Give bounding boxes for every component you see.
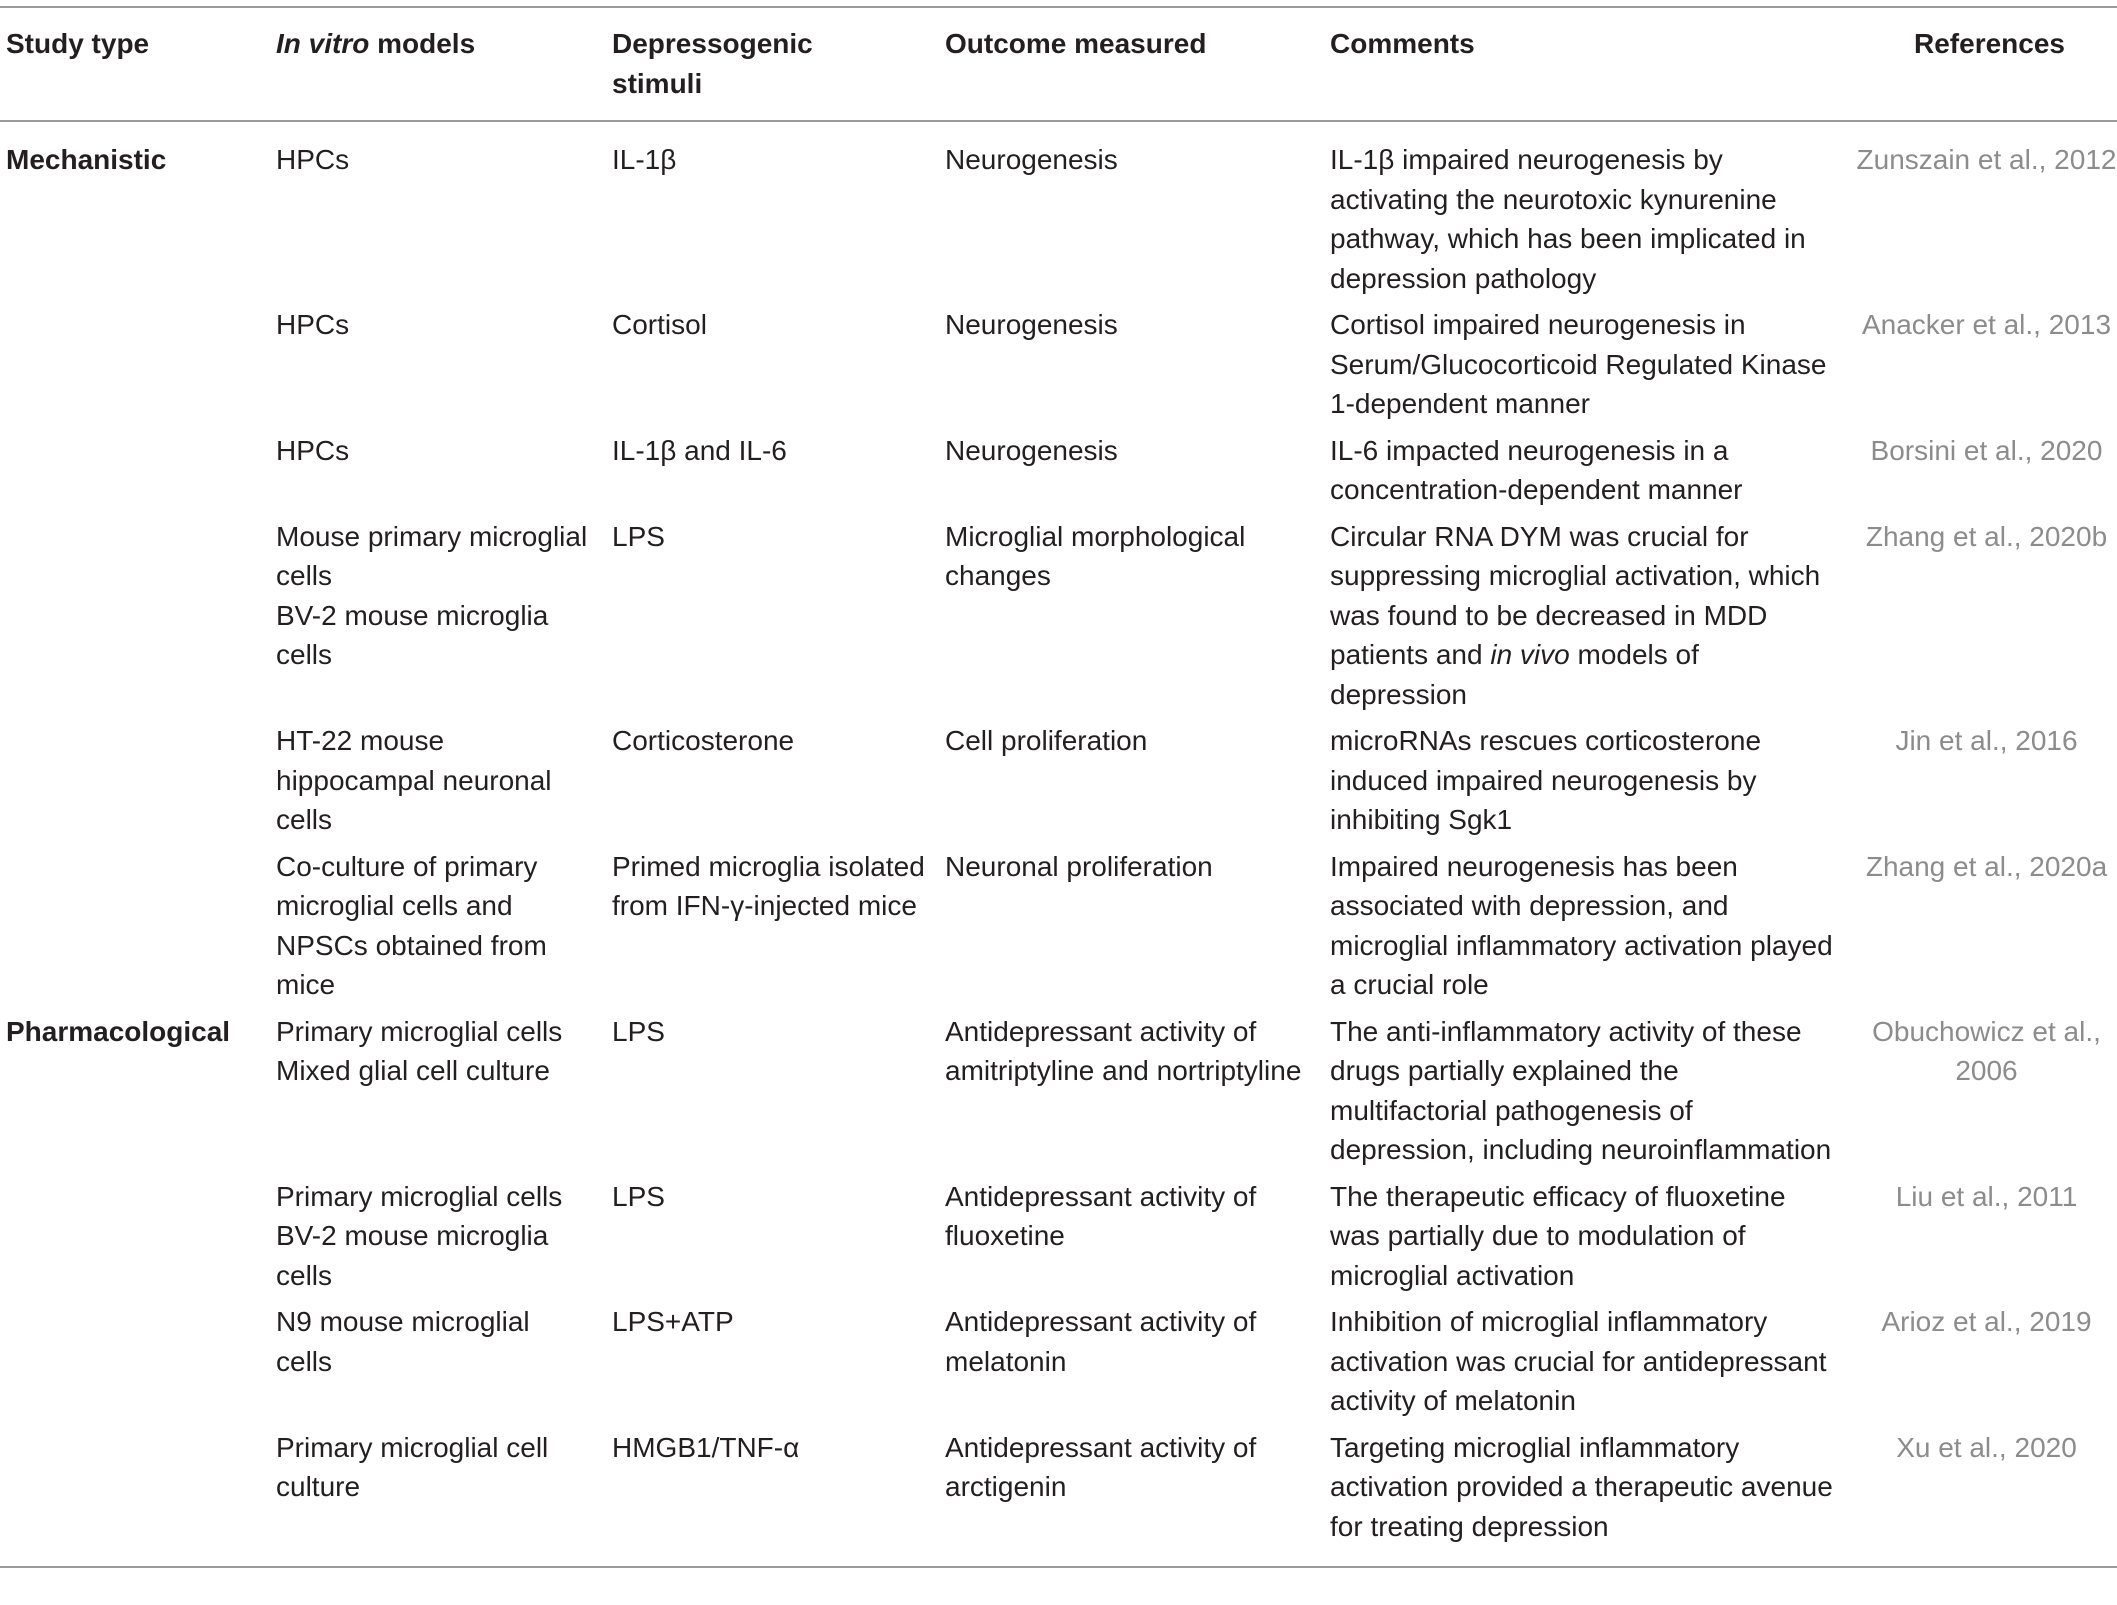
table-row bbox=[0, 1425, 2117, 1568]
model-line: HPCs bbox=[276, 309, 350, 340]
comment-cell: Impaired neurogenesis has been associated with depression, and microglial inflammatory activation played a crucial role bbox=[1330, 850, 1833, 1000]
outcome-cell: Microglial morphological changes bbox=[945, 520, 1246, 591]
table-row bbox=[0, 1009, 2117, 1174]
comment-cell: Cortisol impaired neurogenesis in Serum/Glucocorticoid Regulated Kinase 1-dependent manner bbox=[1330, 309, 1827, 419]
table-row bbox=[0, 718, 2117, 844]
header-in-vitro-models bbox=[270, 7, 606, 121]
outcome-cell: Neurogenesis bbox=[945, 309, 1118, 340]
reference-cell: Arioz et al., 2019 bbox=[1881, 1306, 2092, 1337]
study-type-cell bbox=[0, 718, 270, 844]
study-table-container bbox=[0, 6, 2117, 1568]
comment-cell: The therapeutic efficacy of fluoxetine was partially due to modulation of microglial activation bbox=[1330, 1180, 1786, 1291]
model-cell bbox=[270, 121, 606, 302]
comment-cell bbox=[1324, 514, 1856, 719]
outcome-cell: Antidepressant activity of amitriptyline and nortriptyline bbox=[945, 1015, 1302, 1086]
model-cell bbox=[270, 1009, 606, 1174]
outcome-cell: Antidepressant activity of arctigenin bbox=[945, 1431, 1257, 1502]
header-row bbox=[0, 7, 2117, 121]
model-cell bbox=[270, 1299, 606, 1425]
reference-cell: Zhang et al., 2020a bbox=[1865, 850, 2108, 882]
stimuli-cell: LPS+ATP bbox=[612, 1306, 734, 1337]
outcome-cell: Antidepressant activity of melatonin bbox=[945, 1306, 1257, 1377]
model-line: Primary microglial cells bbox=[276, 1180, 563, 1212]
reference-cell: Obuchowicz et al., 2006 bbox=[1872, 1015, 2101, 1086]
model-line: Mixed glial cell culture bbox=[276, 1055, 550, 1086]
stimuli-cell: LPS bbox=[612, 520, 665, 552]
outcome-cell: Neuronal proliferation bbox=[945, 850, 1213, 882]
comment-cell: Targeting microglial inflammatory activation provided a therapeutic avenue for treating depression bbox=[1330, 1431, 1833, 1542]
reference-cell: Jin et al., 2016 bbox=[1895, 725, 2078, 756]
outcome-cell: Antidepressant activity of fluoxetine bbox=[945, 1180, 1257, 1251]
comment-cell: microRNAs rescues corticosterone induced impaired neurogenesis by inhibiting Sgk1 bbox=[1330, 725, 1762, 835]
study-type-cell: Pharmacological bbox=[6, 1015, 231, 1047]
model-line: N9 mouse microglial cells bbox=[276, 1306, 530, 1377]
comment-italic-text: in vivo bbox=[1490, 639, 1570, 670]
stimuli-cell: Corticosterone bbox=[612, 725, 795, 756]
table-row bbox=[0, 514, 2117, 719]
model-line: HT-22 mouse hippocampal neuronal cells bbox=[276, 725, 552, 835]
stimuli-cell: IL-1β and IL-6 bbox=[612, 434, 787, 466]
comment-text: Circular RNA DYM was crucial for suppressing microglial activation, which was found to be decreased in MDD patients and bbox=[1330, 520, 1821, 670]
study-type-cell bbox=[0, 1299, 270, 1425]
comment-cell: IL-6 impacted neurogenesis in a concentration-dependent manner bbox=[1330, 434, 1743, 505]
table-body bbox=[0, 121, 2117, 1567]
comment-cell: IL-1β impaired neurogenesis by activating the neurotoxic kynurenine pathway, which has been implicated in depression pathology bbox=[1330, 144, 1806, 294]
stimuli-cell: LPS bbox=[612, 1180, 665, 1212]
table-row bbox=[0, 121, 2117, 302]
study-type-cell bbox=[0, 428, 270, 514]
model-line: BV-2 mouse microglia cells bbox=[276, 599, 549, 670]
model-line: BV-2 mouse microglia cells bbox=[276, 1220, 549, 1291]
reference-cell: Anacker et al., 2013 bbox=[1861, 309, 2112, 340]
stimuli-cell: IL-1β bbox=[612, 144, 677, 175]
table-row bbox=[0, 1299, 2117, 1425]
study-type-cell bbox=[0, 844, 270, 1009]
comment-text: models of depression bbox=[1330, 639, 1699, 710]
header-depressogenic-stimuli bbox=[606, 7, 939, 121]
header-stimuli-line2: stimuli bbox=[612, 68, 703, 99]
header-outcome-measured: Outcome measured bbox=[945, 28, 1207, 59]
comment-cell: The anti-inflammatory activity of these drugs partially explained the multifactorial pathogenesis of depression, including neuroinflammation bbox=[1330, 1015, 1832, 1165]
reference-cell: Liu et al., 2011 bbox=[1895, 1180, 2078, 1212]
table-row bbox=[0, 1174, 2117, 1300]
stimuli-cell: HMGB1/TNF-α bbox=[612, 1431, 800, 1463]
study-type-cell bbox=[0, 302, 270, 428]
model-line: Primary microglial cell culture bbox=[276, 1431, 549, 1502]
model-line: HPCs bbox=[276, 434, 350, 466]
header-comments: Comments bbox=[1330, 28, 1475, 59]
reference-cell: Zhang et al., 2020b bbox=[1865, 520, 2108, 552]
model-line: Mouse primary microglial cells bbox=[276, 520, 588, 591]
model-cell bbox=[270, 718, 606, 844]
model-cell bbox=[270, 302, 606, 428]
table-row bbox=[0, 428, 2117, 514]
model-cell bbox=[270, 428, 606, 514]
model-line: Co-culture of primary microglial cells and NPSCs obtained from mice bbox=[276, 850, 547, 1000]
header-study-type: Study type bbox=[6, 28, 150, 59]
study-type-cell bbox=[0, 1174, 270, 1300]
reference-cell: Xu et al., 2020 bbox=[1896, 1431, 2077, 1463]
reference-cell: Borsini et al., 2020 bbox=[1870, 434, 2103, 466]
outcome-cell: Neurogenesis bbox=[945, 144, 1118, 175]
model-cell bbox=[270, 1425, 606, 1568]
stimuli-cell: Cortisol bbox=[612, 309, 707, 340]
outcome-cell: Neurogenesis bbox=[945, 434, 1118, 466]
study-type-cell: Mechanistic bbox=[6, 144, 167, 175]
stimuli-cell: Primed microglia isolated from IFN-γ-injected mice bbox=[612, 850, 925, 921]
table-row bbox=[0, 844, 2117, 1009]
header-stimuli-line1: Depressogenic bbox=[612, 28, 813, 59]
stimuli-cell: LPS bbox=[612, 1015, 665, 1047]
outcome-cell: Cell proliferation bbox=[945, 725, 1148, 756]
reference-cell: Zunszain et al., 2012 bbox=[1856, 144, 2117, 175]
model-cell bbox=[270, 514, 606, 719]
study-type-cell bbox=[0, 1425, 270, 1568]
model-line: HPCs bbox=[276, 144, 350, 175]
header-models-italic: In vitro bbox=[276, 28, 370, 59]
header-models-rest: models bbox=[369, 28, 476, 59]
table-row bbox=[0, 302, 2117, 428]
model-line: Primary microglial cells bbox=[276, 1015, 563, 1047]
comment-cell: Inhibition of microglial inflammatory activation was crucial for antidepressant activity of melatonin bbox=[1330, 1306, 1827, 1416]
model-cell bbox=[270, 844, 606, 1009]
study-type-cell bbox=[0, 514, 270, 719]
table-header bbox=[0, 7, 2117, 121]
model-cell bbox=[270, 1174, 606, 1300]
header-references: References bbox=[1914, 28, 2065, 59]
study-table bbox=[0, 6, 2117, 1568]
